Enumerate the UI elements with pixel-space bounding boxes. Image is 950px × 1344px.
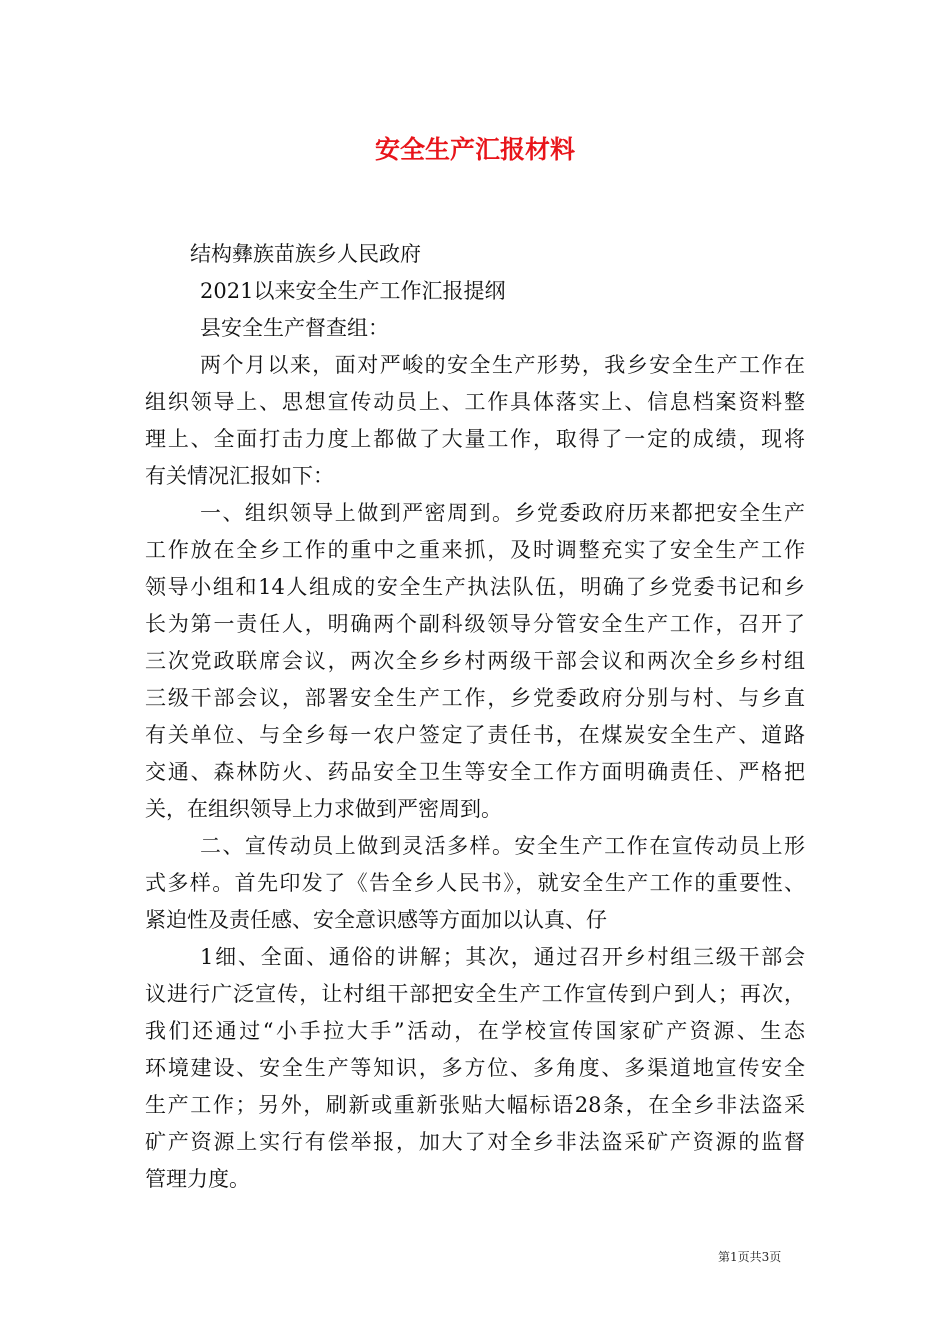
text-line: 两个月以来，面对严峻的安全生产形势，我乡安全生产工作在 bbox=[200, 353, 805, 377]
text-line: 式多样。首先印发了《告全乡人民书》，就安全生产工作的重要性、 bbox=[145, 871, 805, 895]
text-line: 三次党政联席会议，两次全乡乡村两级干部会议和两次全乡乡村组 bbox=[145, 649, 805, 673]
text-line: 交通、森林防火、药品安全卫生等安全工作方面明确责任、严格把 bbox=[145, 760, 805, 784]
text-line: 管理力度。 bbox=[145, 1167, 250, 1191]
text-line: 生产工作；另外，刷新或重新张贴大幅标语28条，在全乡非法盗采 bbox=[145, 1093, 805, 1117]
text-line: 环境建设、安全生产等知识，多方位、多角度、多渠道地宣传安全 bbox=[145, 1056, 805, 1080]
text-line: 有关单位、与全乡每一农户签定了责任书，在煤炭安全生产、道路 bbox=[145, 723, 805, 747]
text-line: 领导小组和14人组成的安全生产执法队伍，明确了乡党委书记和乡 bbox=[145, 575, 805, 599]
text-line: 我们还通过“小手拉大手”活动，在学校宣传国家矿产资源、生态 bbox=[145, 1019, 805, 1043]
text-line: 关，在组织领导上力求做到严密周到。 bbox=[145, 797, 502, 821]
text-line: 三级干部会议，部署安全生产工作，乡党委政府分别与村、与乡直 bbox=[145, 686, 805, 710]
document-body bbox=[145, 236, 805, 1198]
text-line: 议进行广泛宣传，让村组干部把安全生产工作宣传到户到人；再次， bbox=[145, 982, 805, 1006]
text-line: 长为第一责任人，明确两个副科级领导分管安全生产工作，召开了 bbox=[145, 612, 805, 636]
text-line: 理上、全面打击力度上都做了大量工作，取得了一定的成绩，现将 bbox=[145, 427, 805, 451]
text-line: 县安全生产督查组： bbox=[200, 316, 389, 340]
page-number: 第1页共3页 bbox=[718, 1250, 782, 1264]
text-line: 1细、全面、通俗的讲解；其次，通过召开乡村组三级干部会 bbox=[200, 945, 805, 969]
text-line: 组织领导上、思想宣传动员上、工作具体落实上、信息档案资料整 bbox=[145, 390, 805, 414]
text-line: 矿产资源上实行有偿举报，加大了对全乡非法盗采矿产资源的监督 bbox=[145, 1130, 805, 1154]
text-line: 紧迫性及责任感、安全意识感等方面加以认真、仔 bbox=[145, 908, 607, 932]
text-line: 二、宣传动员上做到灵活多样。安全生产工作在宣传动员上形 bbox=[200, 834, 805, 858]
document-title: 安全生产汇报材料 bbox=[374, 135, 575, 164]
text-line: 一、组织领导上做到严密周到。乡党委政府历来都把安全生产 bbox=[200, 501, 805, 525]
text-line: 2021以来安全生产工作汇报提纲 bbox=[200, 279, 506, 303]
text-line: 有关情况汇报如下： bbox=[145, 464, 334, 488]
text-line: 结构彝族苗族乡人民政府 bbox=[190, 242, 421, 266]
text-line: 工作放在全乡工作的重中之重来抓，及时调整充实了安全生产工作 bbox=[145, 538, 805, 562]
